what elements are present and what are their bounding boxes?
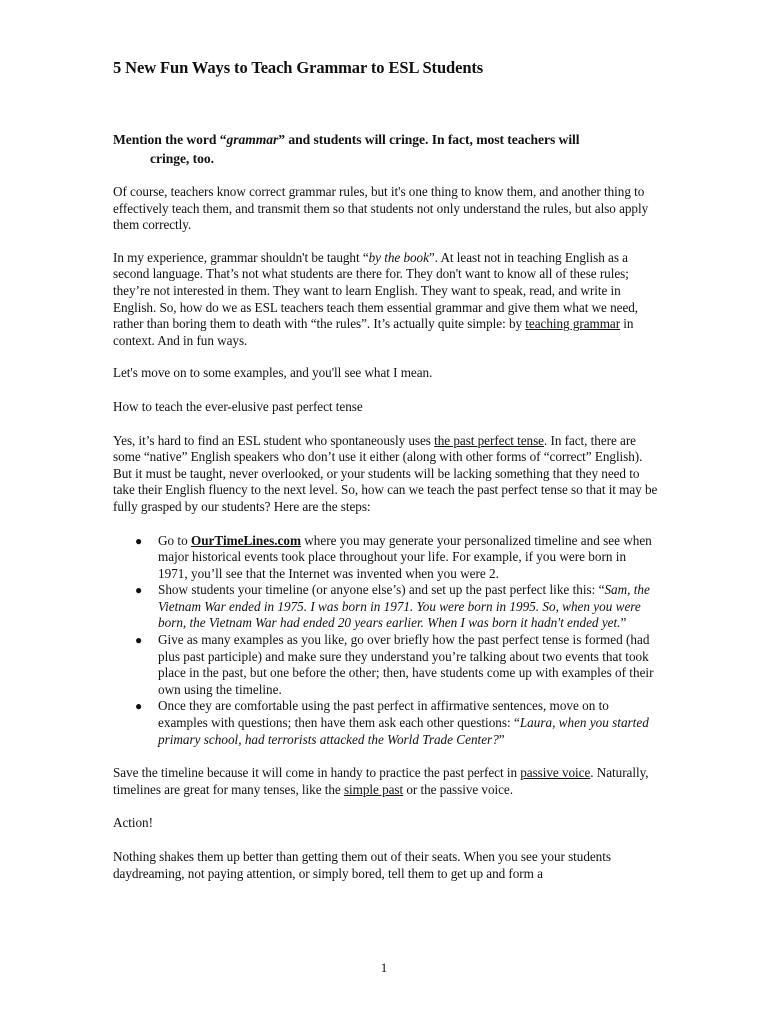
intro-text-a: Mention the word “ bbox=[113, 132, 227, 147]
link-past-perfect-tense[interactable]: the past perfect tense bbox=[434, 432, 544, 448]
section-heading-past-perfect: How to teach the ever-elusive past perfect tense bbox=[113, 398, 363, 414]
link-ourtimelines[interactable]: OurTimeLines.com bbox=[190, 532, 301, 548]
step-4-text-b: ” bbox=[498, 731, 505, 747]
past-perfect-text-b: . In fact, there are some “native” English speakers who don’t use it either (along with other forms of “correct” English). But it must be taught, never overlooked, or your students will be lacking something that they need to take their English fluency to the next level. So, how can we teach the past perfect tense so that it may be fully grasped by our students? Here are the steps: bbox=[113, 432, 658, 514]
experience-emphasis: by the book bbox=[368, 249, 429, 265]
paragraph-move-on: Let's move on to some examples, and you'll see what I mean. bbox=[113, 365, 433, 381]
step-2-text-b: ” bbox=[620, 615, 627, 631]
step-2-text-a: Show students your timeline (or anyone else’s) and set up the past perfect like this: “ bbox=[158, 582, 605, 598]
intro-emphasis: grammar bbox=[226, 132, 279, 147]
step-4-text-a: Once they are comfortable using the past perfect in affirmative sentences, move on to examples with questions; then have them ask each other questions: “ bbox=[158, 698, 609, 731]
list-item bbox=[135, 532, 658, 583]
document-title: 5 New Fun Ways to Teach Grammar to ESL Students bbox=[113, 58, 484, 77]
link-simple-past[interactable]: simple past bbox=[343, 781, 404, 797]
list-item bbox=[135, 632, 658, 698]
paragraph-save-timeline bbox=[113, 765, 658, 798]
list-item bbox=[135, 582, 658, 632]
experience-text-b: ”. At least not in teaching English as a second language. That’s not what students are there for. They don't want to know all of these rules; they’re not interested in them. They want to learn English. They want to speak, read, and write in English. So, how do we as ESL teachers teach them essential grammar and give them what we need, rather than boring them to death with “the rules”. It’s actually quite simple: by bbox=[113, 249, 639, 332]
bullet-icon: ● bbox=[135, 533, 143, 548]
intro-text-b: ” and students will cringe. In fact, most teachers will bbox=[278, 132, 580, 147]
bullet-icon: ● bbox=[135, 633, 143, 648]
save-text-b: . Naturally, timelines are great for many tenses, like the bbox=[113, 765, 649, 797]
experience-text-c: in context. And in fun ways. bbox=[113, 316, 634, 348]
past-perfect-text-a: Yes, it’s hard to find an ESL student who spontaneously uses bbox=[113, 432, 435, 448]
step-2-emphasis: Sam, the Vietnam War ended in 1975. I was born in 1971. You were born in 1995. So, when you were born, the Vietnam War had ended 20 years earlier. When I was born it hadn't ended yet. bbox=[158, 582, 650, 631]
link-passive-voice[interactable]: passive voice bbox=[520, 765, 591, 781]
paragraph-experience bbox=[113, 250, 658, 350]
step-1-text-a: Go to bbox=[158, 532, 191, 548]
step-3-text: Give as many examples as you like, go over briefly how the past perfect tense is formed (had plus past participle) and make sure they understand you’re talking about two events that took place in the past, but one before the other; then, have students come up with examples of their own using the timeline. bbox=[158, 632, 654, 697]
step-4-emphasis: Laura, when you started primary school, had terrorists attacked the World Trade Center? bbox=[158, 715, 649, 747]
bullet-icon: ● bbox=[135, 699, 143, 714]
step-1-text-b: where you may generate your personalized timeline and see when major historical events took place throughout your life. For example, if you were born in 1971, you’ll see that the Internet was invented when you were 2. bbox=[158, 532, 652, 581]
save-text-a: Save the timeline because it will come in handy to practice the past perfect in bbox=[113, 765, 521, 781]
intro-text-c: cringe, too. bbox=[150, 151, 214, 166]
section-heading-action: Action! bbox=[113, 815, 153, 831]
page-number: 1 bbox=[380, 960, 388, 975]
link-teaching-grammar[interactable]: teaching grammar bbox=[525, 316, 621, 332]
save-text-c: or the passive voice. bbox=[403, 781, 513, 797]
list-item bbox=[135, 698, 658, 748]
intro-paragraph bbox=[113, 130, 658, 168]
paragraph-past-perfect bbox=[113, 433, 658, 516]
paragraph-nothing-shakes: Nothing shakes them up better than getting them out of their seats. When you see your students daydreaming, not paying attention, or simply bored, tell them to get up and form a bbox=[113, 849, 611, 881]
paragraph-of-course: Of course, teachers know correct grammar rules, but it's one thing to know them, and another thing to effectively teach them, and transmit them so that students not only understand the rules, but also apply them correctly. bbox=[113, 184, 649, 233]
experience-text-a: In my experience, grammar shouldn't be taught “ bbox=[113, 249, 369, 265]
document-body bbox=[113, 58, 658, 882]
steps-list bbox=[113, 533, 658, 749]
bullet-icon: ● bbox=[135, 583, 143, 598]
